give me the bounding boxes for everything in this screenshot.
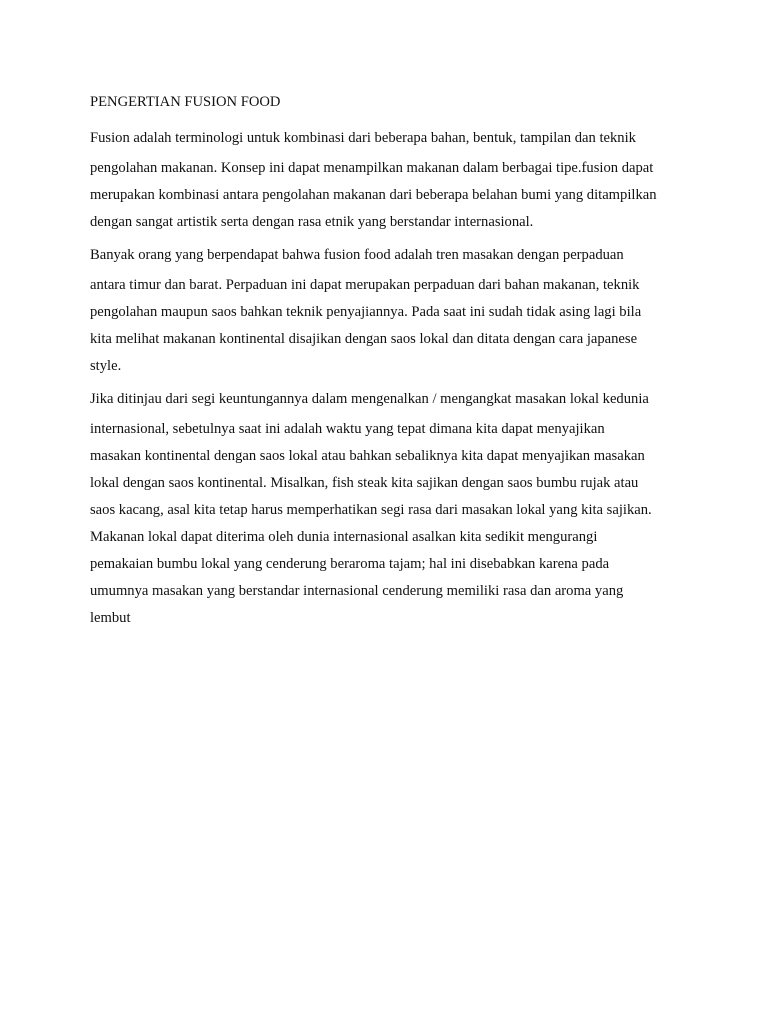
document-body	[90, 92, 690, 641]
text-line: Fusion adalah terminologi untuk kombinasi dari beberapa bahan, bentuk, tampilan dan teknik	[90, 130, 636, 146]
text-line: saos kacang, asal kita tetap harus memperhatikan segi rasa dari masakan lokal yang kita sajikan.	[90, 502, 652, 518]
paragraph-1	[90, 128, 690, 236]
text-line: kita melihat makanan kontinental disajikan dengan saos lokal dan ditata dengan cara japanese	[90, 331, 638, 347]
text-line: antara timur dan barat. Perpaduan ini dapat merupakan perpaduan dari bahan makanan, teknik	[90, 277, 640, 293]
text-line: style.	[90, 358, 122, 374]
text-line: internasional, sebetulnya saat ini adalah waktu yang tepat dimana kita dapat menyajikan	[90, 421, 605, 437]
document-title: PENGERTIAN FUSION FOOD	[90, 94, 281, 110]
text-line: Makanan lokal dapat diterima oleh dunia internasional asalkan kita sedikit mengurangi	[90, 529, 598, 545]
text-line: Banyak orang yang berpendapat bahwa fusion food adalah tren masakan dengan perpaduan	[90, 247, 624, 263]
text-line: merupakan kombinasi antara pengolahan makanan dari beberapa belahan bumi yang ditampilkan	[90, 187, 657, 203]
text-line: umumnya masakan yang berstandar internasional cenderung memiliki rasa dan aroma yang	[90, 583, 624, 599]
paragraph-2	[90, 245, 690, 380]
text-line: lokal dengan saos kontinental. Misalkan, fish steak kita sajikan dengan saos bumbu rujak atau	[90, 475, 639, 491]
text-line: pemakaian bumbu lokal yang cenderung beraroma tajam; hal ini disebabkan karena pada	[90, 556, 610, 572]
text-line: Jika ditinjau dari segi keuntungannya dalam mengenalkan / mengangkat masakan lokal kedunia	[90, 391, 649, 407]
text-line: lembut	[90, 610, 131, 626]
text-line: pengolahan makanan. Konsep ini dapat menampilkan makanan dalam berbagai tipe.fusion dapat	[90, 160, 654, 176]
paragraph-3	[90, 389, 690, 632]
text-line: masakan kontinental dengan saos lokal atau bahkan sebaliknya kita dapat menyajikan masakan	[90, 448, 645, 464]
text-line: pengolahan maupun saos bahkan teknik penyajiannya. Pada saat ini sudah tidak asing lagi bila	[90, 304, 642, 320]
text-line: dengan sangat artistik serta dengan rasa etnik yang berstandar internasional.	[90, 214, 534, 230]
